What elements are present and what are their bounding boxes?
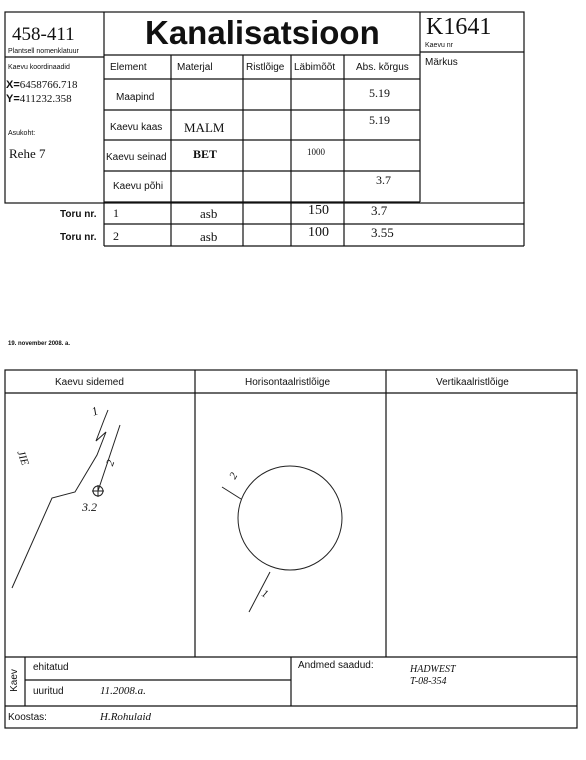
pipe-number: 2 <box>113 229 119 243</box>
y-coordinate <box>6 93 72 105</box>
kaev-label: Kaev <box>8 669 20 692</box>
sketch-label: 2 <box>227 470 241 482</box>
sketch-label: JIE <box>14 448 31 468</box>
compiled-label: Koostas: <box>8 712 47 723</box>
header-element: Element <box>110 62 147 73</box>
pipe-material: asb <box>200 229 218 244</box>
plan-number-caption: Plantsell nomenklatuur <box>8 48 79 55</box>
row-height: 5.19 <box>369 86 390 100</box>
surveyed-value: 11.2008.a. <box>100 685 146 697</box>
row-material: MALM <box>184 120 225 135</box>
row-height: 5.19 <box>369 113 390 127</box>
x-label: X= <box>6 79 20 91</box>
pipe-material: asb <box>200 206 218 221</box>
date-text: 19. november 2008. a. <box>8 341 71 347</box>
sketch-label: 1 <box>259 587 271 601</box>
pipe-diameter: 150 <box>308 203 329 218</box>
pipe-label: Toru nr. <box>60 209 97 220</box>
sketch-label: 1 <box>89 403 101 419</box>
plan-number: 458-411 <box>12 24 75 45</box>
header-remarks: Märkus <box>425 57 458 68</box>
x-coordinate <box>6 79 78 91</box>
data-from-value: HADWEST <box>410 664 456 675</box>
sketch-label: 3.2 <box>82 500 97 514</box>
sketch-label: 2 <box>104 458 118 468</box>
data-from-label: Andmed saadud: <box>298 660 374 671</box>
row-element: Kaevu kaas <box>110 122 163 133</box>
row-diameter: 1000 <box>307 147 325 157</box>
horizontal-sketch <box>222 466 342 612</box>
pipe-diameter: 100 <box>308 225 329 240</box>
header-cross: Ristlõige <box>246 62 285 73</box>
pipe-label: Toru nr. <box>60 232 97 243</box>
section-horizontal: Horisontaalristlõige <box>245 377 331 388</box>
section-connections: Kaevu sidemed <box>55 377 124 388</box>
header-diameter: Läbimõõt <box>294 62 336 73</box>
connections-sketch <box>12 410 120 588</box>
coords-caption: Kaevu koordinaadid <box>8 64 70 71</box>
page-title: Kanalisatsioon <box>145 14 380 51</box>
surveyed-label: uuritud <box>33 686 64 697</box>
data-from-value: T-08-354 <box>410 676 447 687</box>
row-element: Maapind <box>116 92 155 103</box>
row-element: Kaevu seinad <box>106 152 167 163</box>
row-element: Kaevu põhi <box>113 181 164 192</box>
x-value: 6458766.718 <box>19 79 78 91</box>
pipe-height: 3.55 <box>371 225 394 240</box>
y-label: Y= <box>6 93 20 105</box>
y-value: 411232.358 <box>19 93 72 105</box>
location-caption: Asukoht: <box>8 130 36 137</box>
built-label: ehitatud <box>33 662 69 673</box>
well-id-caption: Kaevu nr <box>425 42 454 49</box>
location-value: Rehe 7 <box>9 146 46 161</box>
compiled-value: H.Rohulaid <box>100 711 152 723</box>
row-height: 3.7 <box>376 173 391 187</box>
header-material: Materjal <box>177 62 213 73</box>
section-vertical: Vertikaalristlõige <box>436 377 509 388</box>
row-material: BET <box>193 147 218 161</box>
header-height: Abs. kõrgus <box>356 62 409 73</box>
pipe-height: 3.7 <box>371 203 388 218</box>
pipe-number: 1 <box>113 206 119 220</box>
well-id: K1641 <box>426 14 492 40</box>
